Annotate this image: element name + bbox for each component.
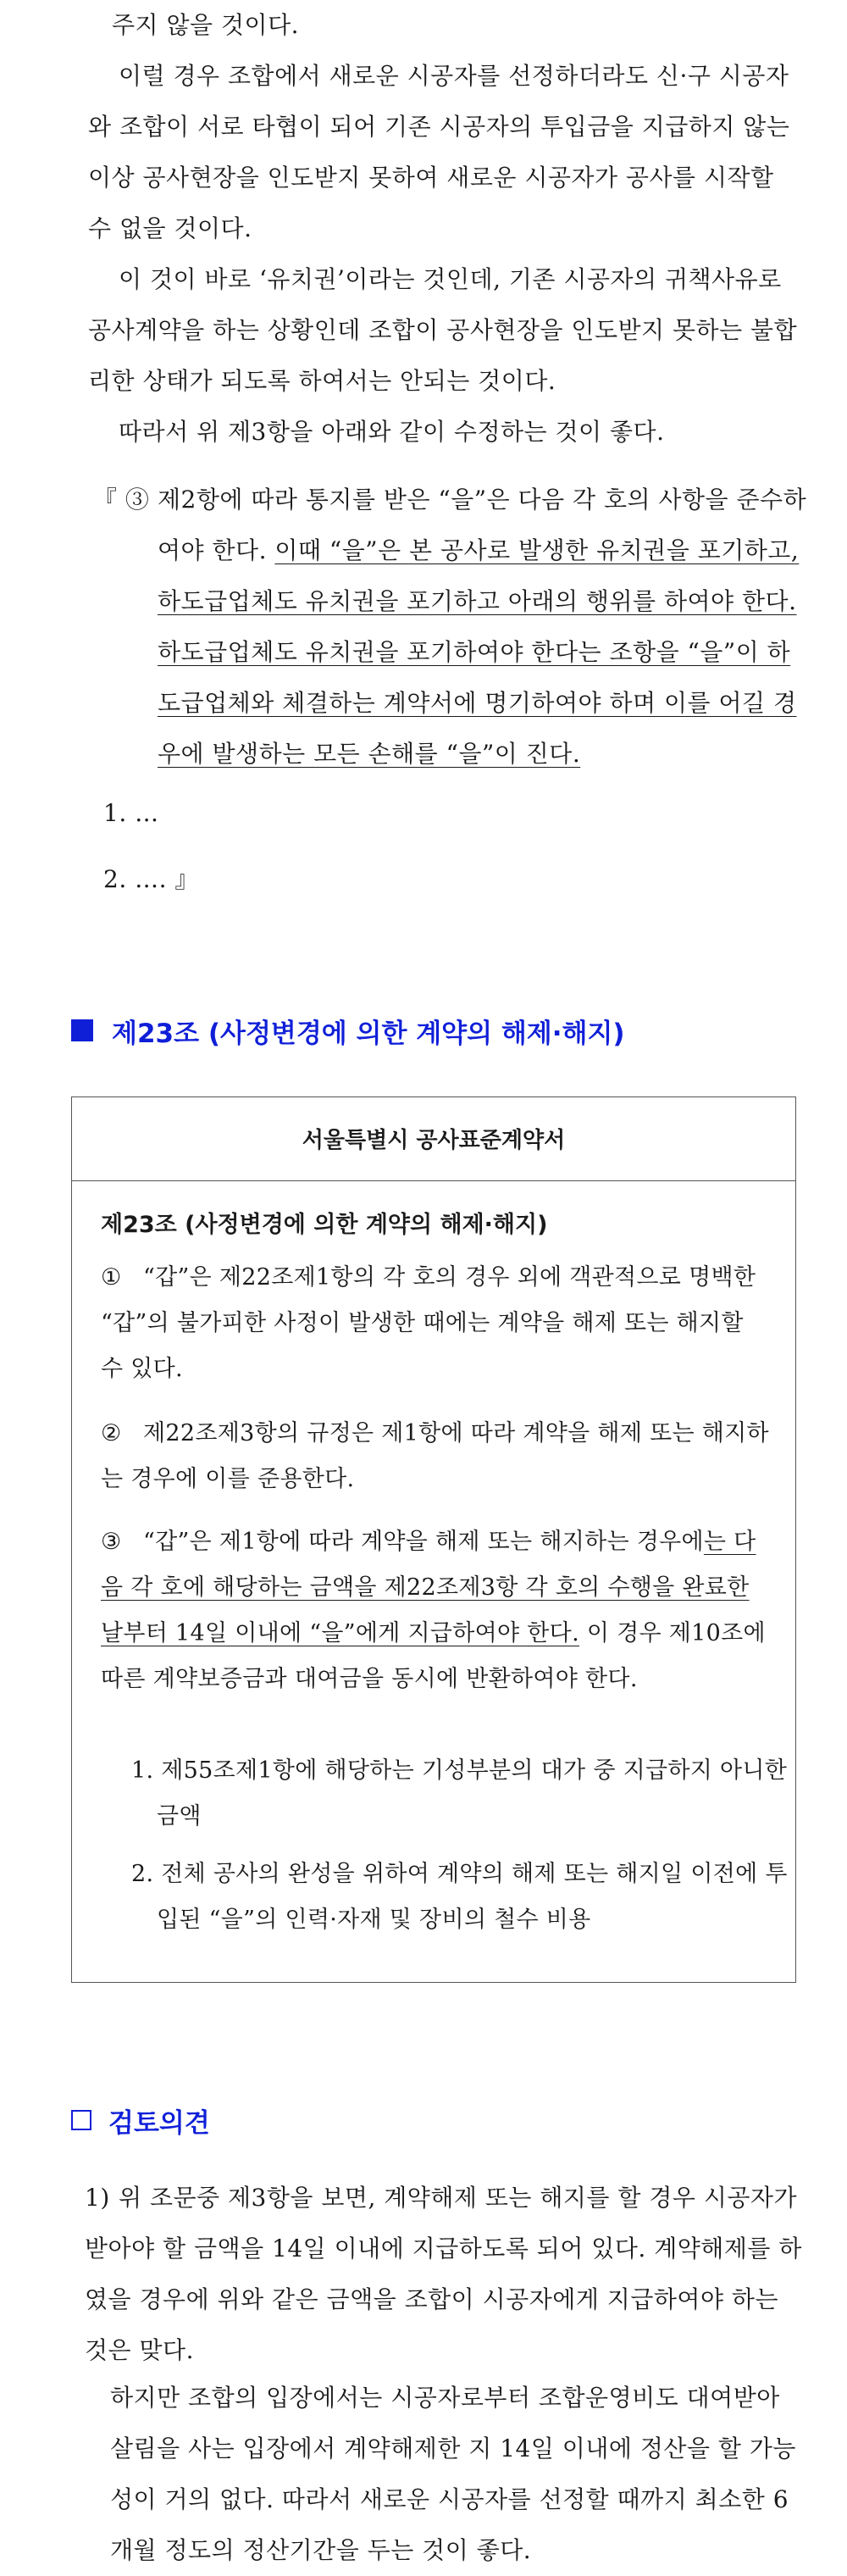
clause-3-underlined: 는 다음 각 호에 해당하는 금액을 제22조제3항 각 호의 수행을 완료한 날부터 14일 이내에 “을”에게 지급하여야 한다.: [101, 1529, 756, 1646]
clause-3: [101, 1519, 770, 1702]
review-heading-text: 검토의견: [108, 2107, 210, 2139]
paragraph-lien-definition: 이 것이 바로 ‘유치권’이라는 것인데, 기존 시공자의 귀책사유로 공사계약을 하는 상황인데 조합이 공사현장을 인도받지 못하는 불합리한 상태가 되도록 하여서는 안되는 것이다.: [88, 265, 798, 395]
clause-2-number: ②: [101, 1420, 122, 1446]
paragraph-revision-intro: 따라서 위 제3항을 아래와 같이 수정하는 것이 좋다.: [119, 418, 665, 446]
clause-2-text: 제22조제3항의 규정은 제1항에 따라 계약을 해제 또는 해지하는 경우에 이를 준용한다.: [101, 1420, 769, 1492]
clause-3-sub-1: 1. 제55조제1항에 해당하는 기성부분의 대가 중 지급하지 아니한 금액: [131, 1757, 788, 1829]
review-point-1-continuation: 하지만 조합의 입장에서는 시공자로부터 조합운영비도 대여받아 살림을 사는 입장에서 계약해제한 지 14일 이내에 정산을 할 가능성이 거의 없다. 따라서 새로운 시공자를 선정할 때까지 최소한 6개월 정도의 정산기간을 두는 것이 좋다.: [110, 2384, 796, 2564]
list-item-2: 2. …. 』: [103, 865, 199, 893]
clause-1: [101, 1255, 770, 1392]
contract-box: [71, 1096, 796, 1983]
contract-box-title: 서울특별시 공사표준계약서: [302, 1128, 566, 1153]
article-heading: [71, 1012, 625, 1049]
clause-3-number: ③: [101, 1529, 122, 1555]
box-divider: [72, 1180, 795, 1181]
filled-square-icon: [71, 1019, 93, 1041]
review-point-1-number: 1): [85, 2184, 110, 2212]
clause-underlined: 이때 “을”은 본 공사로 발생한 유치권을 포기하고, 하도급업체도 유치권을 포기하고 아래의 행위를 하여야 한다. 하도급업체도 유치권을 포기하여야 한다는 조항을 “을”이 하도급업체와 체결하는 계약서에 명기하여야 하며 이를 어길 경우에 발생하는 모든 손해를 “을”이 진다.: [158, 536, 800, 768]
clause-3-sub-2: 2. 전체 공사의 완성을 위하여 계약의 해제 또는 해지일 이전에 투입된 “을”의 인력·자재 및 장비의 철수 비용: [131, 1861, 788, 1933]
review-heading: [71, 2101, 210, 2139]
proposed-clause: [93, 475, 813, 780]
clause-1-text: “갑”은 제22조제1항의 각 호의 경우 외에 객관적으로 명백한 “갑”의 불가피한 사정이 발생한 때에는 계약을 해제 또는 해지할 수 있다.: [101, 1264, 756, 1382]
contract-article-title: 제23조 (사정변경에 의한 계약의 해제·해지): [101, 1212, 548, 1238]
review-point-1-text: 위 조문중 제3항을 보면, 계약해제 또는 해지를 할 경우 시공자가 받아야 할 금액을 14일 이내에 지급하도록 되어 있다. 계약해제를 하였을 경우에 위와 같은 금액을 조합이 시공자에게 지급하여야 하는 것은 맞다.: [85, 2184, 802, 2364]
paragraph-lien-issue: 이럴 경우 조합에서 새로운 시공자를 선정하더라도 신·구 시공자와 조합이 서로 타협이 되어 기존 시공자의 투입금을 지급하지 않는 이상 공사현장을 인도받지 못하여 새로운 시공자가 공사를 시작할 수 없을 것이다.: [88, 62, 790, 242]
paragraph-continuation: 주지 않을 것이다.: [112, 11, 300, 39]
review-point-1: [85, 2173, 805, 2376]
clause-3-text: “갑”은 제1항에 따라 계약을 해제 또는 해지하는 경우에는 다음 각 호에 해당하는 금액을 제22조제3항 각 호의 수행을 완료한 날부터 14일 이내에 “을”에게 지급하여야 한다. 이 경우 제10조에 따른 계약보증금과 대여금을 동시에 반환하여야 한다.: [101, 1529, 766, 1692]
article-heading-text: 제23조 (사정변경에 의한 계약의 해제·해지): [112, 1018, 625, 1049]
clause-1-number: ①: [101, 1264, 122, 1291]
clause-number: 『 ③: [93, 486, 150, 514]
list-item-1: 1. …: [103, 799, 159, 827]
clause-text: [158, 475, 810, 780]
clause-2: [101, 1411, 770, 1502]
clause-plain: 제2항에 따라 통지를 받은 “을”은 다음 각 호의 사항을 준수하여야 한다.: [158, 486, 807, 564]
empty-square-icon: [71, 2110, 91, 2130]
